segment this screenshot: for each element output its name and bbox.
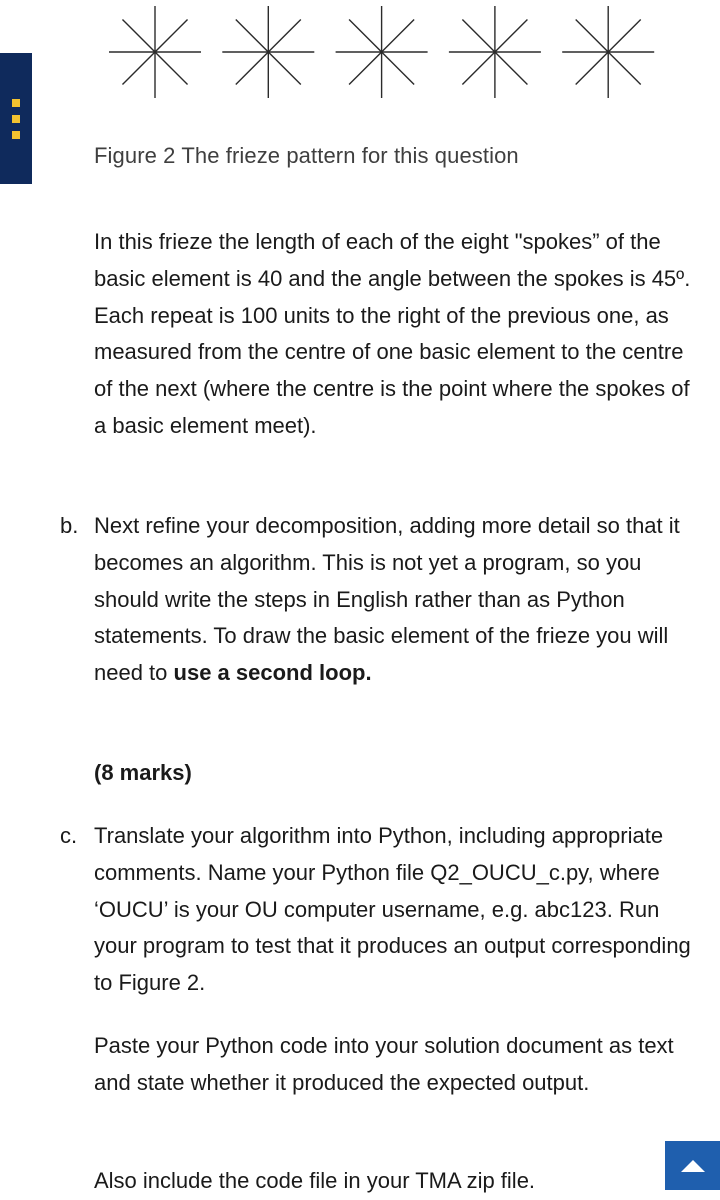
part-b-marks: (8 marks) — [94, 760, 192, 785]
frieze-spoke — [576, 52, 609, 85]
part-c-paste-paragraph: Paste your Python code into your solution document as text and state whether it produced the expected output. — [94, 1033, 674, 1095]
part-c-text: Translate your algorithm into Python, including appropriate comments. Name your Python file Q2_OUCU_c.py, where ‘OUCU’ is your OU computer username, e.g. abc123. Run your program to test that it produces an output corresponding to Figure 2. — [94, 823, 691, 996]
frieze-spoke — [462, 52, 495, 85]
intro-paragraph: In this frieze the length of each of the eight "spokes” of the basic element is 40 and the angle between the spokes is 45º. Each repeat is 100 units to the right of the previous one, as measured from the centre of one basic element to the centre of the next (where the centre is the point where the spokes of a basic element meet). — [94, 229, 691, 438]
part-b-marker: b. — [60, 513, 79, 538]
part-c-marker: c. — [60, 823, 78, 848]
frieze-figure — [0, 0, 720, 110]
frieze-spoke — [236, 19, 269, 52]
frieze-spoke — [236, 52, 269, 85]
part-b-text — [94, 508, 694, 692]
figure-caption: Figure 2 The frieze pattern for this question — [94, 143, 519, 168]
part-c-include-paragraph: Also include the code file in your TMA zip file. — [94, 1168, 536, 1193]
part-b-text-bold: use a second loop. — [173, 660, 372, 686]
frieze-spoke — [155, 52, 188, 85]
frieze-spoke — [122, 19, 155, 52]
frieze-element — [562, 6, 654, 98]
frieze-spoke — [349, 19, 382, 52]
frieze-spoke — [349, 52, 382, 85]
frieze-spoke — [608, 52, 641, 85]
frieze-element — [449, 6, 541, 98]
frieze-spoke — [495, 19, 528, 52]
frieze-element — [222, 6, 314, 98]
frieze-spoke — [495, 52, 528, 85]
frieze-spoke — [608, 19, 641, 52]
scroll-to-top-button[interactable] — [665, 1141, 720, 1190]
frieze-spoke — [268, 19, 301, 52]
frieze-spoke — [268, 52, 301, 85]
frieze-spoke — [462, 19, 495, 52]
frieze-spoke — [122, 52, 155, 85]
part-b-text-start: Next refine your decomposition, adding more detail so that it becomes an algorithm. This is not yet a program, so you should write the steps in English rather than as Python statements. To draw the basic element of the frieze you will need to — [94, 513, 680, 686]
frieze-spoke — [155, 19, 188, 52]
frieze-spoke — [576, 19, 609, 52]
frieze-spoke — [382, 19, 415, 52]
menu-dot-icon — [12, 131, 20, 139]
arrow-up-icon — [681, 1160, 705, 1172]
frieze-element — [109, 6, 201, 98]
menu-dot-icon — [12, 115, 20, 123]
frieze-element — [336, 6, 428, 98]
frieze-spoke — [382, 52, 415, 85]
